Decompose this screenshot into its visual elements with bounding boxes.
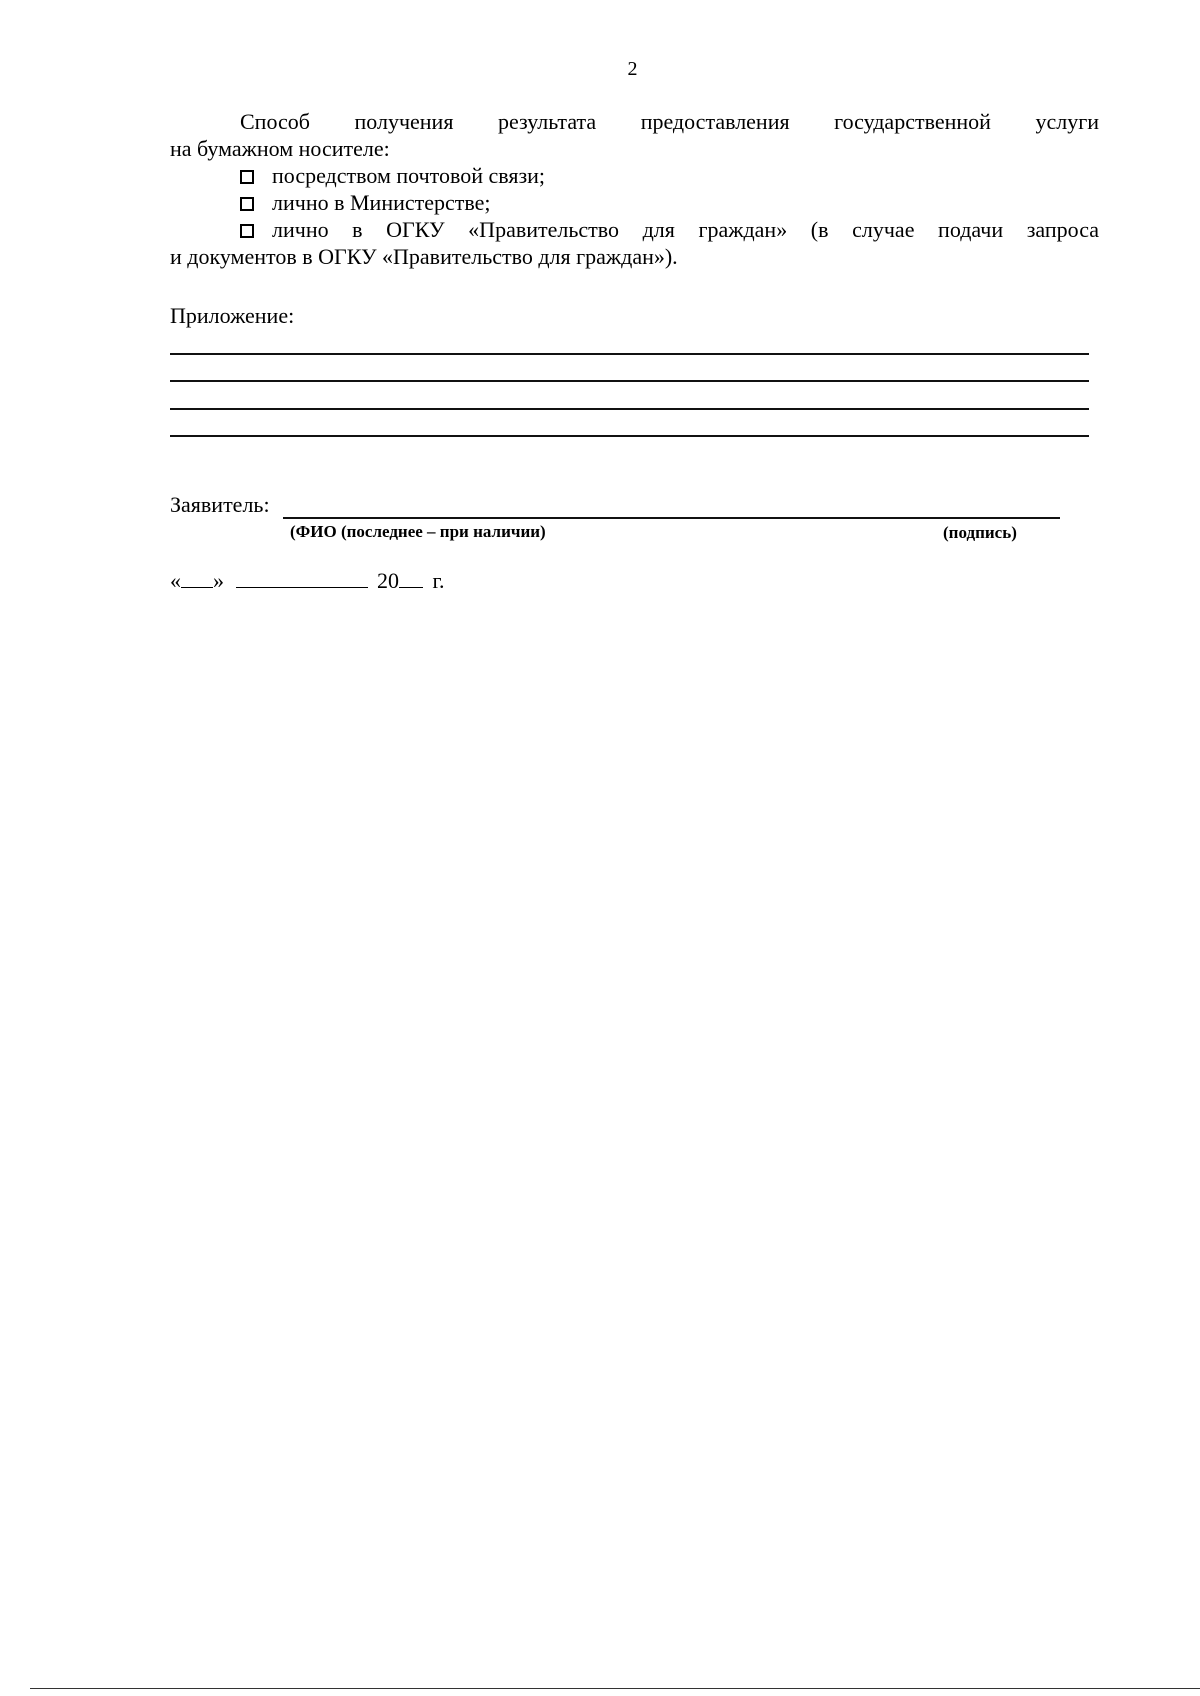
attachment-line-4[interactable] bbox=[170, 435, 1089, 437]
applicant-signature-line[interactable] bbox=[283, 517, 1060, 519]
date-year-suffix: г. bbox=[432, 568, 445, 593]
attachment-line-1[interactable] bbox=[170, 353, 1089, 355]
date-month-blank[interactable] bbox=[236, 569, 368, 588]
checkbox-ministry[interactable] bbox=[240, 197, 254, 211]
date-year-prefix: 20 bbox=[377, 568, 399, 593]
option-postal-label: посредством почтовой связи; bbox=[272, 163, 546, 188]
applicant-label: Заявитель: bbox=[170, 492, 270, 517]
date-line bbox=[170, 568, 445, 594]
intro-line-2: на бумажном носителе: bbox=[170, 136, 390, 161]
checkbox-postal[interactable] bbox=[240, 170, 254, 184]
attachment-line-2[interactable] bbox=[170, 380, 1089, 382]
option-ministry[interactable] bbox=[240, 189, 491, 216]
intro-paragraph bbox=[170, 108, 1099, 162]
date-open-quote: « bbox=[170, 568, 181, 593]
page-bottom-edge bbox=[30, 1688, 1200, 1689]
option-ogku-label-line-1: лично в ОГКУ «Правительство для граждан» (в случае подачи запроса bbox=[272, 217, 1099, 242]
date-year-blank[interactable] bbox=[399, 569, 423, 588]
date-day-blank[interactable] bbox=[181, 569, 213, 588]
attachment-label: Приложение: bbox=[170, 303, 295, 328]
fio-caption: (ФИО (последнее – при наличии) bbox=[290, 522, 546, 541]
page-number: 2 bbox=[627, 58, 638, 80]
intro-line-1: Способ получения результата предоставления государственной услуги bbox=[240, 109, 1099, 134]
date-close-quote: » bbox=[213, 568, 224, 593]
signature-caption: (подпись) bbox=[943, 523, 1017, 542]
checkbox-ogku[interactable] bbox=[240, 224, 254, 238]
option-ogku[interactable] bbox=[170, 216, 1099, 270]
option-postal[interactable] bbox=[240, 162, 545, 189]
option-ministry-label: лично в Министерстве; bbox=[272, 190, 491, 215]
option-ogku-label-line-2: и документов в ОГКУ «Правительство для граждан»). bbox=[170, 244, 678, 269]
attachment-line-3[interactable] bbox=[170, 408, 1089, 410]
